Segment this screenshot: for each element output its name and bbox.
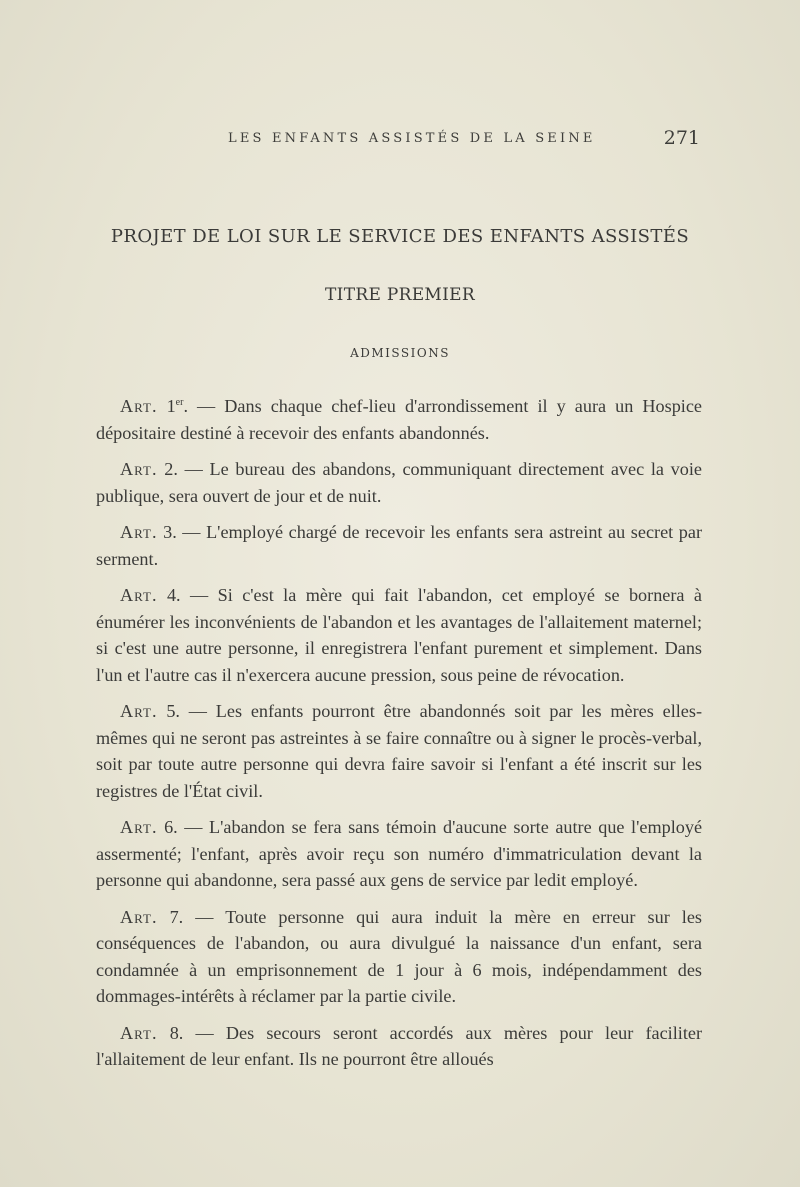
article-5 — [96, 698, 702, 804]
article-number: 3 — [163, 522, 173, 542]
article-text: . — Les enfants pourront être abandonnés soit par les mères elles-mêmes qui ne seront pas astreintes à se faire connaître ou à signer le procès-verbal, soit par toute autre personne qui devra faire savoir si l'enfant a été inscrit sur les registres de l'État civil. — [96, 701, 703, 801]
article-number: 2 — [164, 459, 174, 479]
article-number: 5 — [166, 701, 176, 721]
article-label: Art. — [120, 906, 158, 927]
article-7 — [96, 904, 702, 1010]
article-number: 7 — [169, 906, 179, 927]
article-1 — [96, 393, 702, 446]
article-text: . — Dans chaque chef-lieu d'arrondissement il y aura un Hospice dépositaire destiné à recevoir des enfants abandonnés. — [96, 396, 702, 443]
page-number: 271 — [663, 127, 700, 149]
article-number: 8 — [169, 1022, 179, 1043]
article-label: Art. — [120, 585, 158, 605]
article-label: Art. — [120, 459, 158, 479]
article-4 — [96, 582, 702, 688]
article-label: Art. — [120, 817, 158, 837]
article-text: . — Toute personne qui aura induit la mère en erreur sur les conséquences de l'abandon, ou aura divulgué la naissance d'un enfant, sera condamnée à un emprisonnement de 1 jour à 6 mois, indépendamment des dommages-intérêts à réclamer par la partie civile. — [96, 906, 703, 1006]
article-label: Art. — [120, 1022, 158, 1043]
article-3 — [96, 519, 702, 572]
article-number: 1 — [166, 396, 176, 416]
article-text: . — Si c'est la mère qui fait l'abandon, cet employé se bornera à énumérer les inconvénients de l'abandon et les avantages de l'allaitement maternel; si c'est une autre personne, il enregistrera l'enfant purement et simplement. Dans l'un et l'autre cas il n'exercera aucune pression, sous peine de révocation. — [96, 585, 702, 685]
running-header — [0, 127, 800, 151]
article-6 — [96, 814, 702, 894]
articles-body — [96, 393, 702, 1083]
document-title: PROJET DE LOI SUR LE SERVICE DES ENFANTS ASSISTÉS — [110, 226, 690, 247]
article-text: . — L'abandon se fera sans témoin d'aucune sorte autre que l'employé assermenté; l'enfant, après avoir reçu son numéro d'immatriculation devant la personne qui abandonne, sera passé aux gens de service par ledit employé. — [96, 817, 703, 890]
article-2 — [96, 456, 702, 509]
titre-heading: TITRE PREMIER — [325, 285, 475, 305]
article-text: . — Des secours seront accordés aux mères pour leur faciliter l'allaitement de leur enfant. Ils ne pourront être alloués — [96, 1022, 703, 1069]
section-heading: ADMISSIONS — [350, 346, 450, 360]
running-title: LES ENFANTS ASSISTÉS DE LA SEINE — [228, 131, 596, 146]
article-text: . — Le bureau des abandons, communiquant directement avec la voie publique, sera ouvert de jour et de nuit. — [96, 459, 702, 506]
article-label: Art. — [120, 522, 158, 542]
article-8 — [96, 1020, 702, 1073]
article-number: 4 — [166, 585, 177, 605]
article-number-superscript: er — [175, 396, 184, 408]
article-text: . — L'employé chargé de recevoir les enfants sera astreint au secret par serment. — [96, 522, 702, 569]
article-label: Art. — [120, 396, 158, 416]
article-number: 6 — [164, 817, 174, 837]
article-label: Art. — [120, 701, 158, 721]
